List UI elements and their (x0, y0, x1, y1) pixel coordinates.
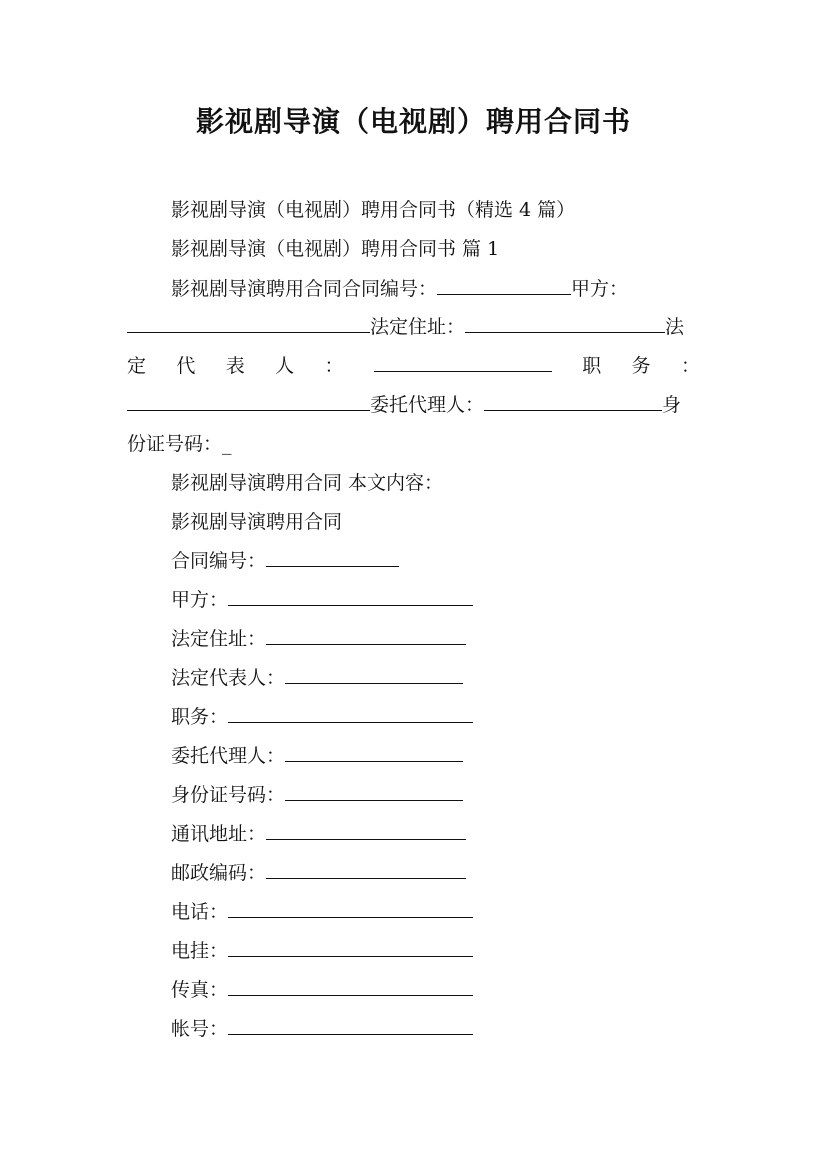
field-postal-code (171, 860, 466, 886)
field-blank (228, 587, 473, 606)
para-line-3 (127, 353, 700, 379)
rep-char-5: ： (324, 355, 344, 377)
para-line-5: 份证号码：_ (127, 433, 232, 455)
field-blank (266, 548, 399, 567)
field-blank (266, 860, 466, 879)
title-char-3: ： (680, 355, 700, 377)
field-blank (285, 743, 463, 762)
field-position (171, 704, 473, 730)
field-contract-number (171, 548, 399, 574)
field-account (171, 1016, 473, 1042)
rep-char-3: 表 (225, 355, 245, 377)
address-label: 法定住址： (370, 316, 466, 338)
field-blank (228, 1016, 473, 1035)
line-4-tail: 身 (662, 394, 682, 416)
position-blank (127, 392, 370, 411)
rep-char-2: 代 (176, 355, 196, 377)
field-fax (171, 977, 473, 1003)
contract-number-label: 影视剧导演聘用合同合同编号： (171, 278, 438, 300)
title-char-2: 务 (631, 355, 651, 377)
field-representative (171, 665, 463, 691)
field-blank (285, 782, 463, 801)
title-char-1: 职 (582, 355, 602, 377)
field-blank (228, 704, 473, 723)
field-blank (228, 938, 473, 957)
intro-line-2: 影视剧导演（电视剧）聘用合同书 篇 1 (171, 238, 500, 260)
field-blank (228, 977, 473, 996)
field-label: 甲方： (171, 589, 229, 611)
field-mail-address (171, 821, 466, 847)
field-label: 委托代理人： (171, 745, 286, 767)
agent-blank (484, 392, 662, 411)
field-label: 帐号： (171, 1018, 229, 1040)
field-label: 身份证号码： (171, 784, 286, 806)
representative-blank (374, 353, 552, 372)
field-label: 电话： (171, 901, 229, 923)
agent-label: 委托代理人： (370, 394, 485, 416)
intro-line-1: 影视剧导演（电视剧）聘用合同书（精选 4 篇） (171, 199, 576, 221)
para-line-2 (127, 314, 684, 340)
party-a-blank (127, 314, 370, 333)
para-line-1 (171, 276, 628, 302)
document-title: 影视剧导演（电视剧）聘用合同书 (195, 105, 631, 138)
field-blank (285, 665, 463, 684)
field-label: 传真： (171, 979, 229, 1001)
rep-char-4: 人 (275, 355, 295, 377)
field-label: 电挂： (171, 940, 229, 962)
field-label: 合同编号： (171, 550, 267, 572)
contract-number-blank (437, 276, 571, 295)
field-phone (171, 899, 473, 925)
field-agent (171, 743, 463, 769)
field-label: 邮政编码： (171, 862, 267, 884)
field-label: 法定住址： (171, 628, 267, 650)
address-blank (465, 314, 665, 333)
rep-char-1: 定 (127, 355, 147, 377)
field-party-a (171, 587, 473, 613)
field-label: 职务： (171, 706, 229, 728)
field-label: 通讯地址： (171, 823, 267, 845)
para-line-4 (127, 392, 681, 418)
line-2-tail: 法 (665, 316, 685, 338)
field-blank (266, 821, 466, 840)
field-id-number (171, 782, 463, 808)
field-blank (266, 626, 466, 645)
field-blank (228, 899, 473, 918)
section-title: 影视剧导演聘用合同 (171, 511, 343, 533)
field-address (171, 626, 466, 652)
section-heading: 影视剧导演聘用合同 本文内容： (171, 472, 444, 494)
field-label: 法定代表人： (171, 667, 286, 689)
field-telegraph (171, 938, 473, 964)
party-a-label: 甲方： (571, 278, 629, 300)
